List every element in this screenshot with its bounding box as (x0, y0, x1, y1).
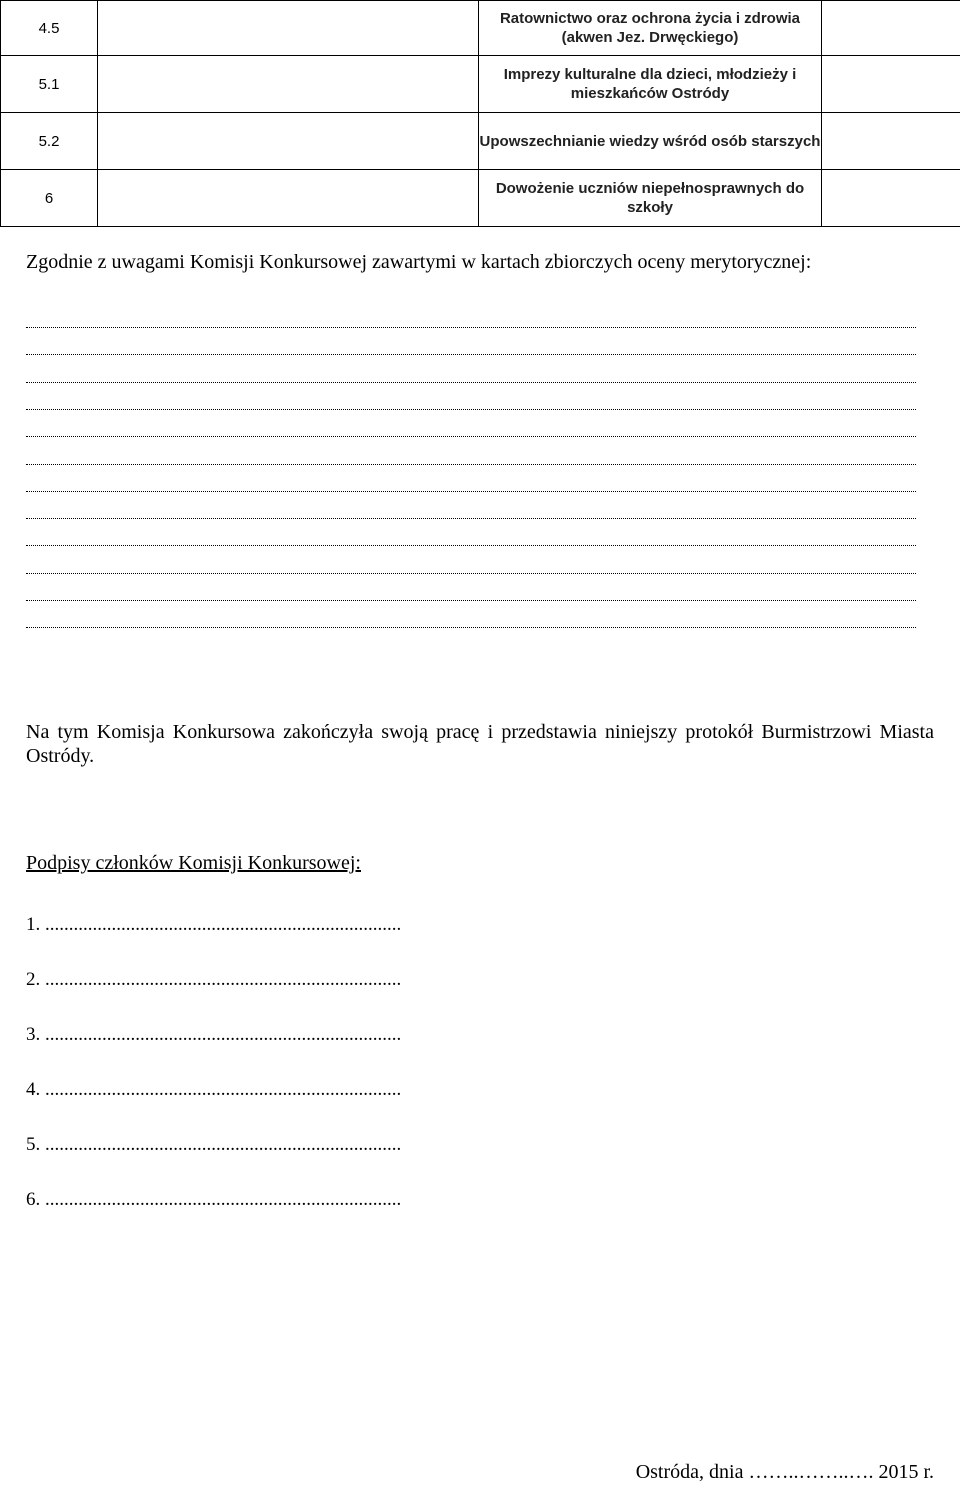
dotted-fill-line (26, 573, 916, 574)
table-row (1, 170, 960, 227)
empty-cell (98, 56, 479, 113)
empty-cell (98, 113, 479, 170)
task-name: Ratownictwo oraz ochrona życia i zdrowia (akwen Jez. Drwęckiego) (479, 1, 822, 56)
dotted-fill-line (26, 382, 916, 383)
table-row (1, 113, 960, 170)
row-number: 4.5 (1, 1, 98, 56)
row-number: 6 (1, 170, 98, 227)
signatures-section (26, 852, 402, 1210)
empty-cell (822, 1, 960, 56)
dotted-fill-line (26, 464, 916, 465)
empty-cell (98, 1, 479, 56)
signature-line-1: 1. ........................................................................... (26, 914, 402, 935)
dotted-fill-line (26, 491, 916, 492)
empty-cell (822, 56, 960, 113)
signature-line-2: 2. ........................................................................... (26, 969, 402, 990)
table-row (1, 56, 960, 113)
tasks-table (0, 0, 960, 227)
signature-line-5: 5. ........................................................................... (26, 1134, 402, 1155)
signature-line-4: 4. ........................................................................... (26, 1079, 402, 1100)
signature-line-6: 6. ........................................................................... (26, 1189, 402, 1210)
signature-line-3: 3. ........................................................................... (26, 1024, 402, 1045)
task-name: Upowszechnianie wiedzy wśród osób starszych (479, 113, 822, 170)
table-row (1, 1, 960, 56)
comments-heading: Zgodnie z uwagami Komisji Konkursowej zawartymi w kartach zbiorczych oceny merytorycznej: (26, 251, 812, 273)
empty-cell (822, 170, 960, 227)
row-number: 5.1 (1, 56, 98, 113)
dotted-fill-line (26, 627, 916, 628)
dotted-fill-line (26, 354, 916, 355)
place-date: Ostróda, dnia ……..……..…. 2015 r. (635, 1461, 934, 1483)
dotted-fill-line (26, 327, 916, 328)
dotted-fill-line (26, 409, 916, 410)
dotted-fill-line (26, 436, 916, 437)
row-number: 5.2 (1, 113, 98, 170)
task-name: Dowożenie uczniów niepełnosprawnych do szkoły (479, 170, 822, 227)
dotted-fill-line (26, 518, 916, 519)
empty-cell (822, 113, 960, 170)
closing-paragraph: Na tym Komisja Konkursowa zakończyła swoją pracę i przedstawia niniejszy protokół Burmistrzowi Miasta Ostródy. (26, 721, 934, 767)
dotted-fill-line (26, 545, 916, 546)
dotted-fill-line (26, 600, 916, 601)
signatures-heading: Podpisy członków Komisji Konkursowej: (26, 852, 361, 874)
task-name: Imprezy kulturalne dla dzieci, młodzieży i mieszkańców Ostródy (479, 56, 822, 113)
empty-cell (98, 170, 479, 227)
